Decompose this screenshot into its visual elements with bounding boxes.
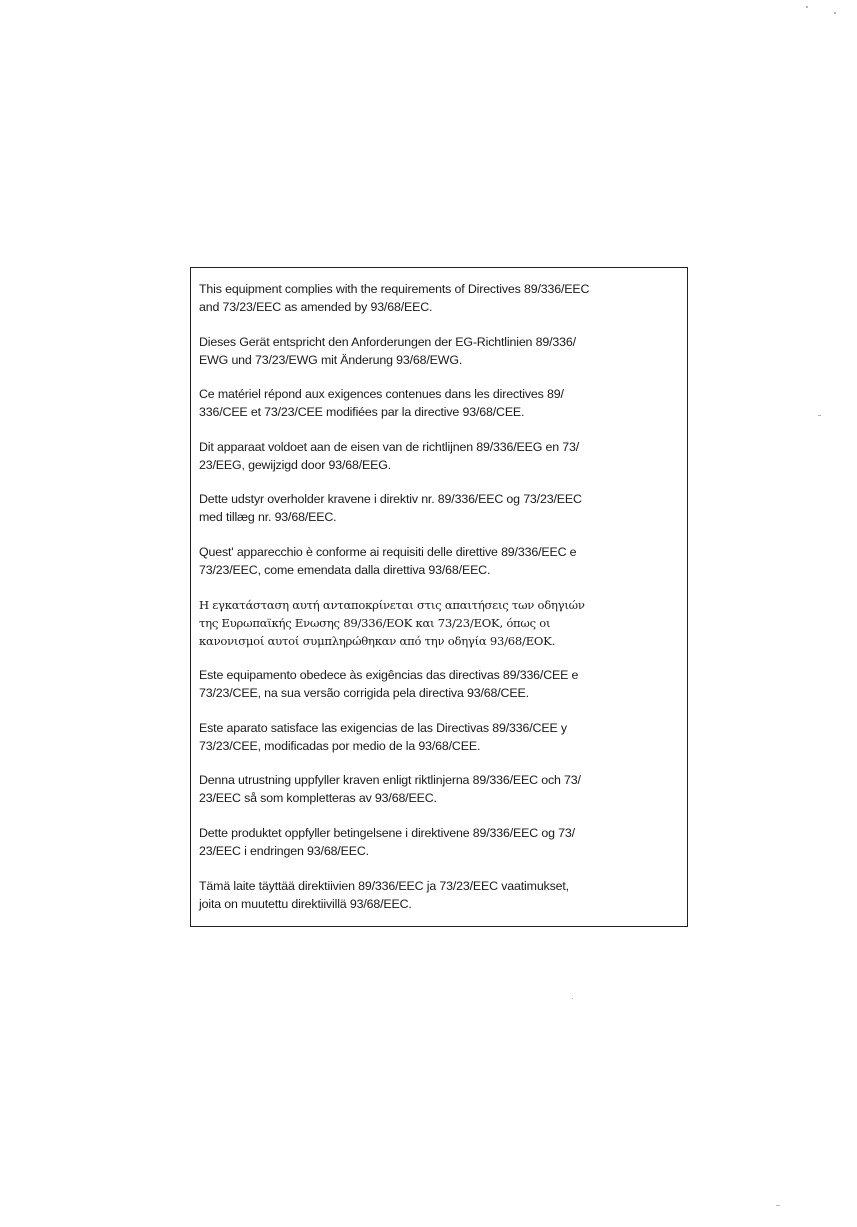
scan-speck	[834, 12, 836, 14]
compliance-paragraph-en	[199, 280, 679, 316]
paragraph-line: Dit apparaat voldoet aan de eisen van de richtlijnen 89/336/EEG en 73/	[199, 439, 580, 454]
paragraph-line: and 73/23/EEC as amended by 93/68/EEC.	[199, 300, 433, 314]
paragraph-line: Denna utrustning uppfyller kraven enligt riktlinjerna 89/336/EEC och 73/	[199, 773, 581, 788]
paragraph-line: της Ευρωπαϊκής Ενωσης 89/336/ΕΟΚ και 73/23/ΕΟΚ, όπως οι	[199, 615, 551, 630]
paragraph-line: med tillæg nr. 93/68/EEC.	[199, 510, 337, 525]
compliance-paragraph-fi	[199, 877, 679, 913]
compliance-paragraph-no	[199, 824, 679, 860]
paragraph-line: Este aparato satisface las exigencias de las Directivas 89/336/CEE y	[199, 720, 567, 735]
scan-speck	[818, 415, 821, 416]
compliance-paragraph-nl	[199, 438, 679, 474]
paragraph-line: Quest' apparecchio è conforme ai requisiti delle direttive 89/336/EEC e	[199, 544, 577, 559]
paragraph-line: Dette udstyr overholder kravene i direktiv nr. 89/336/EEC og 73/23/EEC	[199, 492, 582, 507]
compliance-paragraph-sv	[199, 771, 679, 807]
compliance-paragraph-pt	[199, 666, 679, 702]
compliance-paragraph-fr	[199, 385, 679, 421]
compliance-paragraph-de	[199, 333, 679, 369]
compliance-paragraph-da	[199, 490, 679, 526]
paragraph-line: 73/23/CEE, modificadas por medio de la 93/68/CEE.	[199, 738, 481, 753]
scan-speck	[776, 1205, 780, 1206]
compliance-paragraph-el	[199, 596, 679, 650]
paragraph-line: Ce matériel répond aux exigences contenues dans les directives 89/	[199, 387, 564, 402]
paragraph-line: Η εγκατάσταση αυτή ανταποκρίνεται στις απαιτήσεις των οδηγιών	[199, 597, 585, 612]
paragraph-line: Dette produktet oppfyller betingelsene i direktivene 89/336/EEC og 73/	[199, 825, 575, 840]
paragraph-line: Este equipamento obedece às exigências das directivas 89/336/CEE e	[199, 668, 579, 683]
scan-speck	[572, 998, 573, 999]
paragraph-line: 23/EEG, gewijzigd door 93/68/EEG.	[199, 457, 392, 472]
paragraph-line: 336/CEE et 73/23/CEE modifiées par la directive 93/68/CEE.	[199, 405, 525, 420]
paragraph-line: EWG und 73/23/EWG mit Änderung 93/68/EWG.	[199, 352, 463, 367]
paragraph-line: joita on muutettu direktiivillä 93/68/EEC.	[199, 896, 412, 911]
paragraph-line: This equipment complies with the requirements of Directives 89/336/EEC	[199, 282, 590, 296]
compliance-paragraph-it	[199, 543, 679, 579]
paragraph-line: Tämä laite täyttää direktiivien 89/336/EEC ja 73/23/EEC vaatimukset,	[199, 878, 569, 893]
paragraph-line: κανονισμοί αυτοί συμπληρώθηκαν από την οδηγία 93/68/ΕΟΚ.	[199, 633, 556, 648]
paragraph-line: 73/23/CEE, na sua versão corrigida pela directiva 93/68/CEE.	[199, 686, 529, 701]
paragraph-line: 23/EEC i endringen 93/68/EEC.	[199, 843, 369, 858]
paragraph-line: 23/EEC så som kompletteras av 93/68/EEC.	[199, 791, 437, 806]
compliance-notice-box	[190, 267, 688, 927]
compliance-paragraph-es	[199, 719, 679, 755]
paragraph-line: 73/23/EEC, come emendata dalla direttiva 93/68/EEC.	[199, 562, 491, 577]
scan-speck	[806, 6, 808, 8]
paragraph-line: Dieses Gerät entspricht den Anforderungen der EG-Richtlinien 89/336/	[199, 334, 576, 349]
